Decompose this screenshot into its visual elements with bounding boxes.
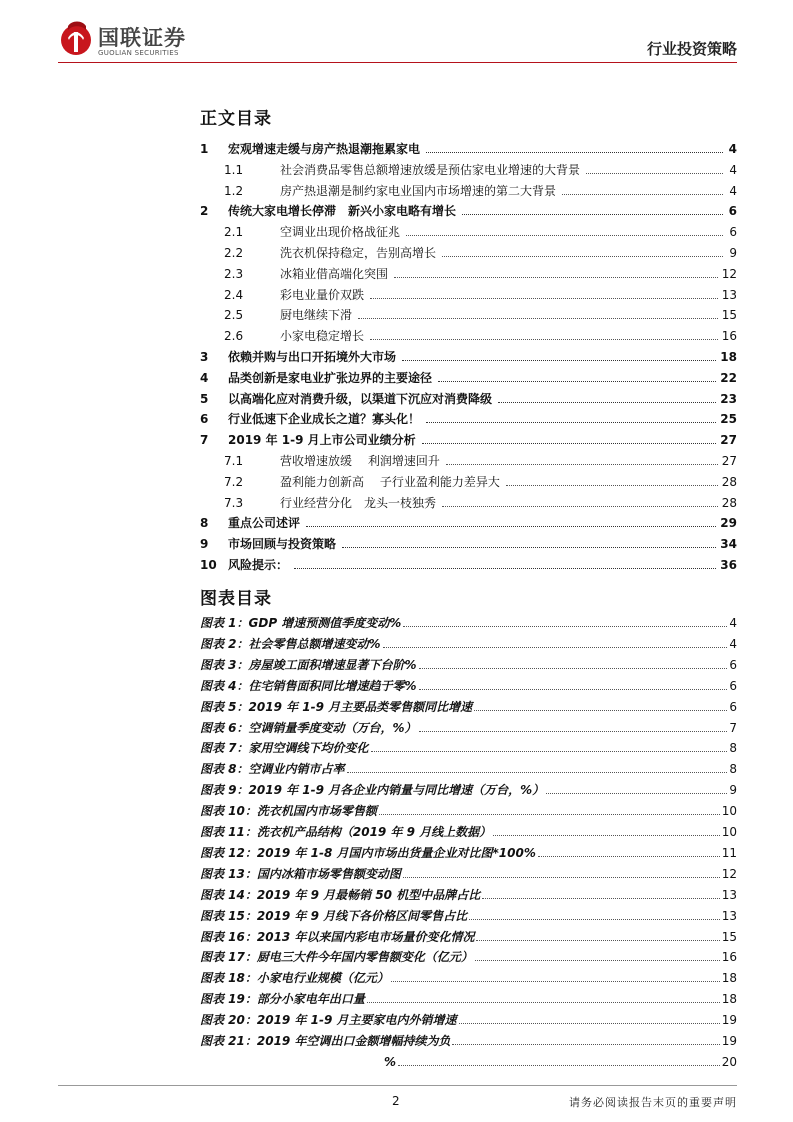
toc-entry-number: 1 [200, 142, 209, 156]
toc-leader-dots [422, 443, 717, 444]
toc-entry[interactable] [200, 429, 737, 447]
toc-leader-dots [506, 485, 718, 486]
toc-leader-dots [406, 235, 723, 236]
toc-entry-page: 28 [721, 495, 737, 510]
figure-entry-text: 图表 9：2019 年 1-9 月各企业内销量与同比增速（万台，%） [200, 783, 545, 798]
figure-entry-text: 图表 10：洗衣机国内市场零售额 [200, 804, 377, 819]
figure-entry[interactable] [200, 1030, 737, 1048]
figure-entry[interactable] [200, 1009, 737, 1027]
figure-entry-page: 18 [721, 992, 737, 1007]
toc-entry[interactable] [224, 180, 737, 198]
figure-entry[interactable] [200, 946, 737, 964]
toc-leader-dots [426, 152, 723, 153]
toc-entry[interactable] [224, 492, 737, 510]
figure-entry-page: 9 [729, 783, 737, 798]
toc-entry-number: 2.2 [224, 246, 244, 260]
toc-entry-page: 29 [720, 516, 737, 531]
toc-leader-dots [438, 381, 716, 382]
figure-entry[interactable] [200, 758, 737, 776]
figure-entry-text: 图表 4：住宅销售面积同比增速趋于零% [200, 678, 417, 693]
guolian-logo-icon [58, 18, 94, 58]
toc-entry-page: 34 [720, 537, 737, 552]
toc-entry-text: 房产热退潮是制约家电业国内市场增速的第二大背景 [280, 183, 557, 198]
toc-entry-text: 冰箱业借高端化突围 [280, 266, 389, 281]
toc-leader-dots [446, 464, 718, 465]
toc-entry[interactable] [224, 159, 737, 177]
figure-entry-page: 6 [729, 678, 737, 693]
toc-leader-dots [442, 506, 718, 507]
figure-entry-page: 11 [721, 845, 737, 860]
toc-entry-page: 6 [729, 225, 737, 240]
figure-entry-text: 图表 18：小家电行业规模（亿元） [200, 971, 389, 986]
figure-leader-dots [383, 647, 728, 648]
figure-entry-page: 4 [729, 636, 737, 651]
toc-entry-page: 15 [721, 308, 737, 323]
footer-disclaimer: 请务必阅读报告末页的重要声明 [569, 1096, 737, 1109]
toc-entry-page: 28 [721, 474, 737, 489]
figure-entry[interactable] [200, 737, 737, 755]
toc-entry-number: 2.6 [224, 329, 244, 344]
toc-entry[interactable] [200, 346, 737, 364]
figure-entry[interactable] [384, 1051, 737, 1069]
figure-leader-dots [493, 835, 720, 836]
figure-leader-dots [538, 856, 720, 857]
toc-leader-dots [370, 298, 718, 299]
figure-entry-text: 图表 12：2019 年 1-8 月国内市场出货量企业对比图*100% [200, 845, 536, 860]
toc-entry-page: 27 [720, 433, 737, 448]
figure-leader-dots [546, 793, 727, 794]
toc-entry-page: 25 [720, 412, 737, 427]
toc-entry-number: 1.1 [224, 162, 244, 177]
figure-entry-text: 图表 15：2019 年 9 月线下各价格区间零售占比 [200, 908, 468, 923]
figure-leader-dots [371, 751, 728, 752]
toc-entry-text: 营收增速放缓 利润增速回升 [280, 454, 440, 468]
figure-entry-text: 图表 5：2019 年 1-9 月主要品类零售额同比增速 [200, 699, 473, 714]
figure-leader-dots [403, 626, 727, 627]
figure-entry-page: 10 [721, 804, 737, 819]
toc-entry-text: 重点公司述评 [228, 516, 301, 531]
toc-entry-page: 16 [721, 329, 737, 344]
toc-entry-number: 10 [200, 558, 217, 572]
figure-entry[interactable] [200, 863, 737, 881]
toc-entry-page: 9 [729, 246, 737, 260]
toc-entry[interactable] [200, 512, 737, 530]
toc-leader-dots [498, 402, 716, 403]
figure-entry[interactable] [200, 633, 737, 651]
toc-entry-number: 2.1 [224, 225, 244, 240]
figure-leader-dots [476, 940, 719, 941]
toc-entry-page: 36 [720, 558, 737, 572]
figure-entry-page: 15 [721, 929, 737, 944]
figure-entry[interactable] [200, 905, 737, 923]
figure-entry-text: 图表 6：空调销量季度变动（万台，%） [200, 720, 417, 735]
figure-entry[interactable] [200, 842, 737, 860]
toc-entry-text: 小家电稳定增长 [280, 329, 365, 344]
toc-entry-text: 社会消费品零售总额增速放缓是预估家电业增速的大背景 [280, 162, 581, 177]
toc-leader-dots [402, 360, 716, 361]
figure-entry-page: 13 [721, 908, 737, 923]
toc-entry-page: 6 [728, 204, 737, 219]
figure-entry-text: 图表 17：厨电三大件今年国内零售额变化（亿元） [200, 950, 473, 965]
toc-entry-page: 12 [721, 266, 737, 281]
figure-entry-page: 4 [729, 616, 737, 630]
toc-entry[interactable] [200, 200, 737, 218]
toc-leader-dots [342, 547, 716, 548]
toc-leader-dots [462, 214, 723, 215]
figure-leader-dots [403, 877, 720, 878]
toc-entry-number: 2.5 [224, 308, 244, 323]
toc-leader-dots [294, 568, 716, 569]
toc-entry-page: 4 [729, 162, 737, 177]
toc-entry[interactable] [200, 388, 737, 406]
toc-entry-page: 22 [720, 370, 737, 385]
figure-entry-page: 10 [721, 825, 737, 839]
toc-leader-dots [442, 256, 723, 257]
toc-entry-page: 13 [721, 287, 737, 302]
toc-entry-number: 9 [200, 537, 209, 552]
toc-entry-text: 2019 年 1-9 月上市公司业绩分析 [228, 433, 416, 448]
toc-entry[interactable] [200, 138, 737, 156]
figure-entry-text: 图表 14：2019 年 9 月最畅销 50 机型中品牌占比 [200, 887, 481, 902]
figure-entry-page: 19 [721, 1013, 737, 1028]
toc-entry-number: 7.1 [224, 454, 244, 468]
toc-entry[interactable] [200, 408, 737, 426]
figure-entry-text: 图表 19：部分小家电年出口量 [200, 992, 365, 1007]
figure-entry-text: 图表 8：空调业内销市占率 [200, 762, 345, 777]
figure-entry-text: 图表 20：2019 年 1-9 月主要家电内外销增速 [200, 1013, 457, 1028]
company-logo [58, 18, 218, 62]
toc-entry-page: 4 [729, 183, 737, 198]
toc-leader-dots [370, 339, 718, 340]
figure-entry[interactable] [200, 800, 737, 818]
logo-english-name: GUOLIAN SECURITIES [98, 49, 179, 57]
figure-leader-dots [391, 981, 720, 982]
toc-entry[interactable] [224, 304, 737, 322]
toc-entry-text: 空调业出现价格战征兆 [280, 225, 401, 240]
figure-entry[interactable] [200, 988, 737, 1006]
figure-entry[interactable] [200, 779, 737, 797]
figure-entry[interactable] [200, 612, 737, 630]
toc-entry[interactable] [224, 263, 737, 281]
toc-entry-text: 行业低速下企业成长之道？寡头化！ [228, 412, 421, 427]
toc-entry-page: 23 [720, 391, 737, 406]
figure-leader-dots [474, 710, 727, 711]
toc-entry-number: 8 [200, 516, 209, 531]
figure-entry-text: 图表 13：国内冰箱市场零售额变动图 [200, 866, 401, 881]
toc-entry-number: 7.3 [224, 495, 244, 510]
toc-entry-number: 4 [200, 370, 209, 385]
toc-leader-dots [562, 194, 723, 195]
figure-leader-dots [469, 919, 720, 920]
toc-entry[interactable] [224, 325, 737, 343]
figure-entry-page: 18 [721, 971, 737, 986]
figure-entry[interactable] [200, 654, 737, 672]
figure-entry-page: 6 [729, 699, 737, 714]
figure-leader-dots [419, 668, 728, 669]
toc-entry-number: 1.2 [224, 183, 244, 198]
figure-entry-page: 13 [721, 887, 737, 902]
toc-entry-number: 2.3 [224, 266, 244, 281]
toc-entry-number: 2.4 [224, 287, 244, 302]
toc-entry-page: 18 [720, 350, 737, 364]
toc-entry[interactable] [224, 284, 737, 302]
header-divider [58, 62, 737, 63]
figure-entry-text: 图表 16：2013 年以来国内彩电市场量价变化情况 [200, 929, 475, 944]
report-type: 行业投资策略 [646, 40, 737, 58]
figures-title: 图表目录 [200, 589, 272, 609]
toc-entry-text: 以高端化应对消费升级，以渠道下沉应对消费降级 [228, 391, 493, 406]
toc-entry-text: 市场回顾与投资策略 [228, 537, 337, 552]
toc-entry-page: 27 [721, 454, 737, 468]
figure-entry-page: 8 [729, 741, 737, 756]
toc-entry[interactable] [200, 554, 737, 572]
toc-entry-text: 风险提示： [228, 558, 289, 572]
toc-leader-dots [394, 277, 718, 278]
toc-entry-number: 7 [200, 433, 209, 448]
figure-entry[interactable] [200, 967, 737, 985]
figure-entry[interactable] [200, 821, 737, 839]
figure-entry-text: % [384, 1054, 397, 1069]
toc-entry-text: 品类创新是家电业扩张边界的主要途径 [228, 370, 433, 385]
toc-leader-dots [306, 526, 716, 527]
toc-entry-text: 宏观增速走缓与房产热退潮拖累家电 [228, 142, 421, 156]
toc-leader-dots [358, 318, 718, 319]
toc-entry-text: 传统大家电增长停滞 新兴小家电略有增长 [228, 204, 457, 219]
toc-entry[interactable] [200, 367, 737, 385]
figure-entry-page: 20 [721, 1054, 737, 1069]
figure-entry[interactable] [200, 717, 737, 735]
figure-entry-text: 图表 2：社会零售总额增速变动% [200, 636, 381, 651]
figure-entry-page: 19 [721, 1034, 737, 1048]
figure-entry-page: 7 [729, 720, 737, 735]
toc-entry-number: 6 [200, 412, 209, 427]
figure-entry[interactable] [200, 884, 737, 902]
figure-entry-page: 12 [721, 866, 737, 881]
toc-entry[interactable] [224, 242, 737, 260]
toc-entry-text: 洗衣机保持稳定，告别高增长 [280, 246, 437, 260]
figure-leader-dots [367, 1002, 720, 1003]
figure-leader-dots [379, 814, 720, 815]
figure-leader-dots [419, 731, 728, 732]
toc-entry-text: 彩电业量价双跌 [280, 287, 365, 302]
footer-divider [58, 1085, 737, 1086]
toc-entry-number: 5 [200, 391, 209, 406]
toc-entry-text: 依赖并购与出口开拓境外大市场 [228, 350, 397, 364]
toc-entry-number: 2 [200, 204, 209, 219]
figure-entry-page: 16 [721, 950, 737, 965]
figure-entry-text: 图表 7：家用空调线下均价变化 [200, 741, 369, 756]
figure-entry-text: 图表 21：2019 年空调出口金额增幅持续为负 [200, 1034, 451, 1048]
figure-entry[interactable] [200, 696, 737, 714]
figure-leader-dots [398, 1065, 720, 1066]
toc-entry-page: 4 [728, 142, 737, 156]
toc-leader-dots [426, 422, 716, 423]
figure-leader-dots [475, 960, 720, 961]
figure-leader-dots [419, 689, 728, 690]
toc-entry-number: 7.2 [224, 474, 244, 489]
figure-leader-dots [482, 898, 720, 899]
toc-title: 正文目录 [200, 109, 272, 129]
figure-entry-text: 图表 3：房屋竣工面积增速显著下台阶% [200, 657, 417, 672]
figure-entry-page: 6 [729, 657, 737, 672]
toc-entry-text: 厨电继续下滑 [280, 308, 353, 323]
logo-chinese-name: 国联证券 [98, 26, 186, 50]
figure-entry[interactable] [200, 675, 737, 693]
toc-entry[interactable] [224, 471, 737, 489]
figure-entry[interactable] [200, 926, 737, 944]
figure-leader-dots [347, 772, 728, 773]
toc-entry[interactable] [224, 221, 737, 239]
figure-leader-dots [452, 1044, 719, 1045]
toc-entry[interactable] [224, 450, 737, 468]
toc-entry[interactable] [200, 533, 737, 551]
toc-entry-text: 盈利能力创新高 子行业盈利能力差异大 [280, 474, 500, 489]
toc-leader-dots [586, 173, 723, 174]
figure-entry-text: 图表 11：洗衣机产品结构（2019 年 9 月线上数据） [200, 825, 492, 839]
figure-entry-text: 图表 1：GDP 增速预测值季度变动% [200, 616, 402, 630]
figure-leader-dots [459, 1023, 720, 1024]
toc-entry-number: 3 [200, 350, 209, 364]
page-number: 2 [392, 1094, 400, 1108]
toc-entry-text: 行业经营分化 龙头一枝独秀 [280, 495, 437, 510]
figure-entry-page: 8 [729, 762, 737, 777]
